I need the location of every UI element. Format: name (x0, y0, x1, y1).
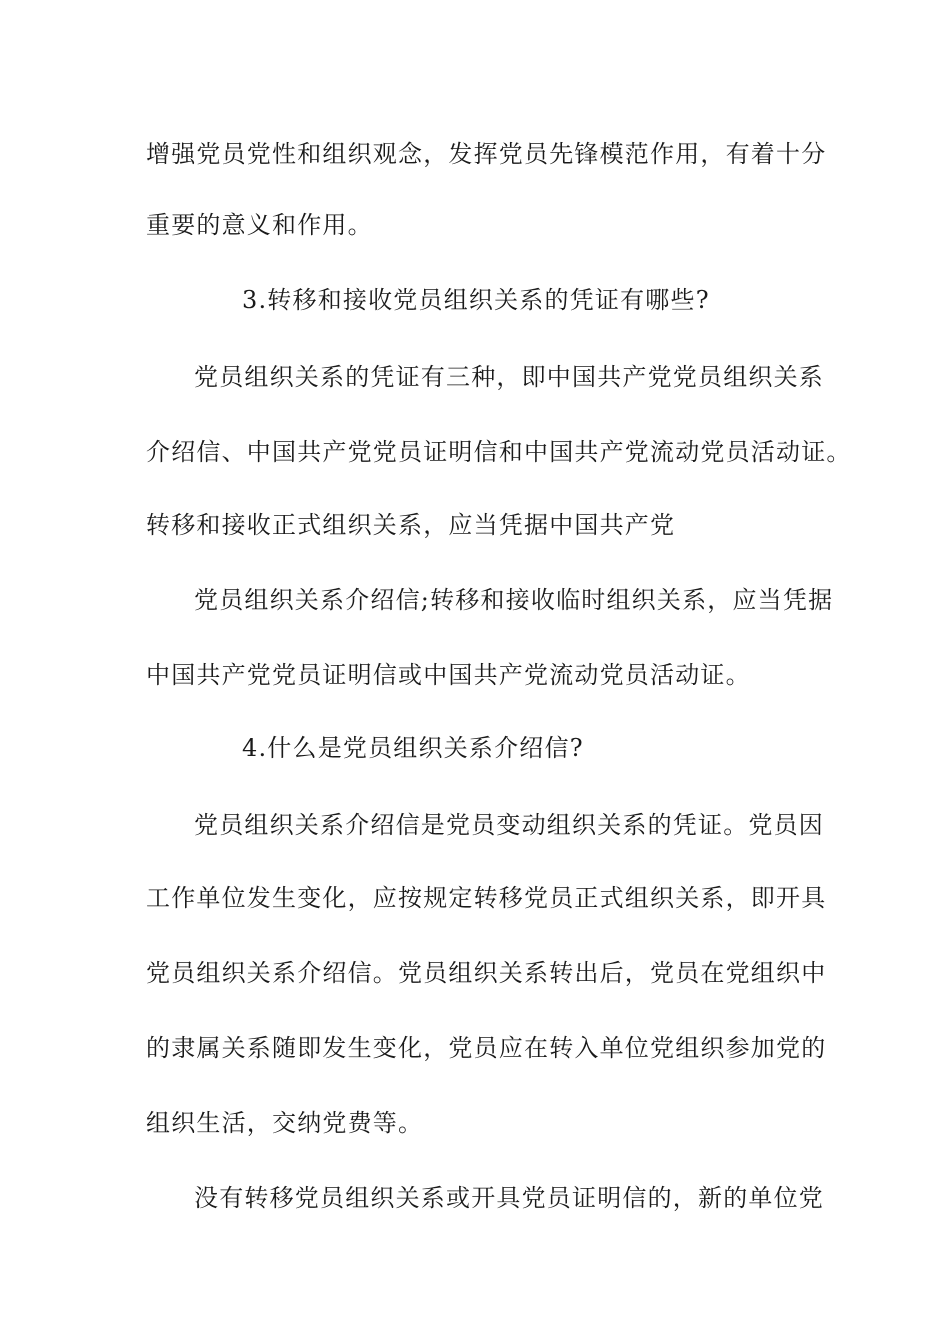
text-line-2: 重要的意义和作用。 (146, 211, 373, 239)
text-line-15: 没有转移党员组织关系或开具党员证明信的，新的单位党 (194, 1184, 824, 1212)
text-line-10: 党员组织关系介绍信是党员变动组织关系的凭证。党员因 (194, 811, 824, 839)
text-line-11: 工作单位发生变化，应按规定转移党员正式组织关系，即开具 (146, 884, 827, 912)
text-line-13: 的隶属关系随即发生变化，党员应在转入单位党组织参加党的 (146, 1034, 827, 1062)
section-heading-4: 4.什么是党员组织关系介绍信? (242, 734, 584, 762)
text-line-14: 组织生活，交纳党费等。 (146, 1109, 424, 1137)
text-line-6: 转移和接收正式组织关系，应当凭据中国共产党 (146, 511, 676, 539)
text-line-4: 党员组织关系的凭证有三种，即中国共产党党员组织关系 (194, 363, 824, 391)
text-line-1: 增强党员党性和组织观念，发挥党员先锋模范作用，有着十分 (146, 140, 827, 168)
text-line-12: 党员组织关系介绍信。党员组织关系转出后，党员在党组织中 (146, 959, 827, 987)
text-line-5: 介绍信、中国共产党党员证明信和中国共产党流动党员活动证。 (146, 438, 852, 466)
text-line-7: 党员组织关系介绍信;转移和接收临时组织关系，应当凭据 (194, 586, 834, 614)
text-line-8: 中国共产党党员证明信或中国共产党流动党员活动证。 (146, 661, 751, 689)
section-heading-3: 3.转移和接收党员组织关系的凭证有哪些? (242, 286, 710, 314)
